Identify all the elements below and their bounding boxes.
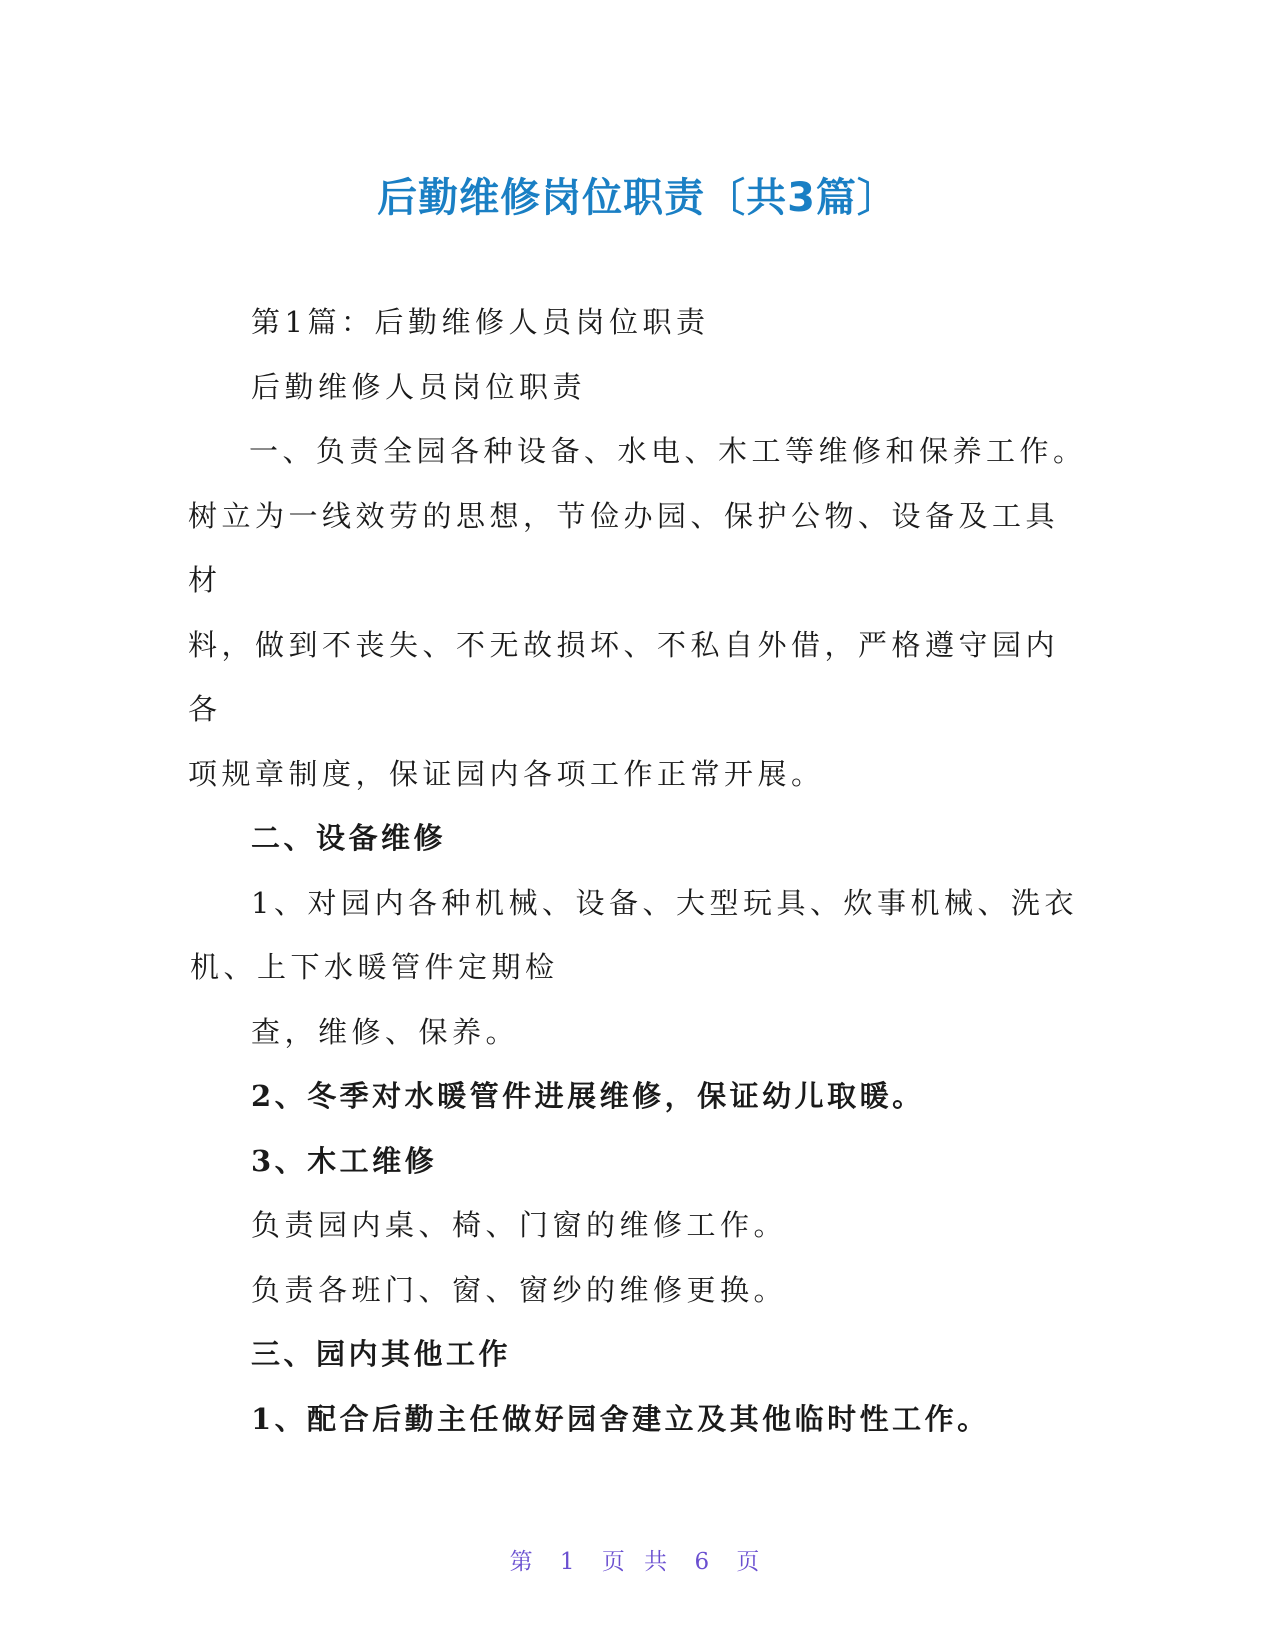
footer-total-pages: 6	[694, 1549, 716, 1575]
paragraph-line: 树立为一线效劳的思想，节俭办园、保护公物、设备及工具材	[188, 498, 1060, 597]
paragraph-line: 1、对园内各种机械、设备、大型玩具、炊事机械、洗衣	[251, 885, 1078, 920]
paragraph-equipment-1-cont: 查，维修、保养。	[251, 1014, 520, 1049]
section-heading-carpentry: 3、木工维修	[251, 1143, 438, 1178]
footer-prefix: 第	[509, 1549, 539, 1575]
document-body	[190, 290, 1090, 1451]
paragraph-other-1: 1、配合后勤主任做好园舍建立及其他临时性工作。	[251, 1401, 990, 1436]
page-footer	[0, 1543, 1275, 1576]
paragraph-equipment-2: 2、冬季对水暖管件进展维修，保证幼儿取暖。	[251, 1079, 925, 1113]
footer-current-page: 1	[559, 1549, 581, 1575]
paragraph-line: 一、负责全园各种设备、水电、木工等维修和保养工作。	[249, 434, 1087, 468]
paragraph-carpentry-1: 负责园内桌、椅、门窗的维修工作。	[251, 1208, 788, 1242]
document-title: 后勤维修岗位职责〔共3篇〕	[377, 175, 898, 221]
section-heading-part1: 第1篇：后勤维修人员岗位职责	[251, 305, 710, 339]
paragraph-equipment-1	[190, 871, 1090, 1000]
subtitle: 后勤维修人员岗位职责	[251, 369, 587, 404]
paragraph-line: 项规章制度，保证园内各项工作正常开展。	[188, 756, 825, 791]
paragraph-line: 料，做到不丧失、不无故损坏、不私自外借，严格遵守园内各	[188, 627, 1060, 726]
footer-suffix: 页	[736, 1549, 766, 1575]
section-heading-equipment: 二、设备维修	[251, 821, 447, 855]
section-heading-other: 三、园内其他工作	[251, 1337, 512, 1371]
paragraph-carpentry-2: 负责各班门、窗、窗纱的维修更换。	[251, 1272, 788, 1307]
paragraph-duties	[188, 419, 1090, 806]
paragraph-line: 机、上下水暖管件定期检	[190, 950, 559, 984]
footer-mid: 页 共	[601, 1549, 674, 1575]
